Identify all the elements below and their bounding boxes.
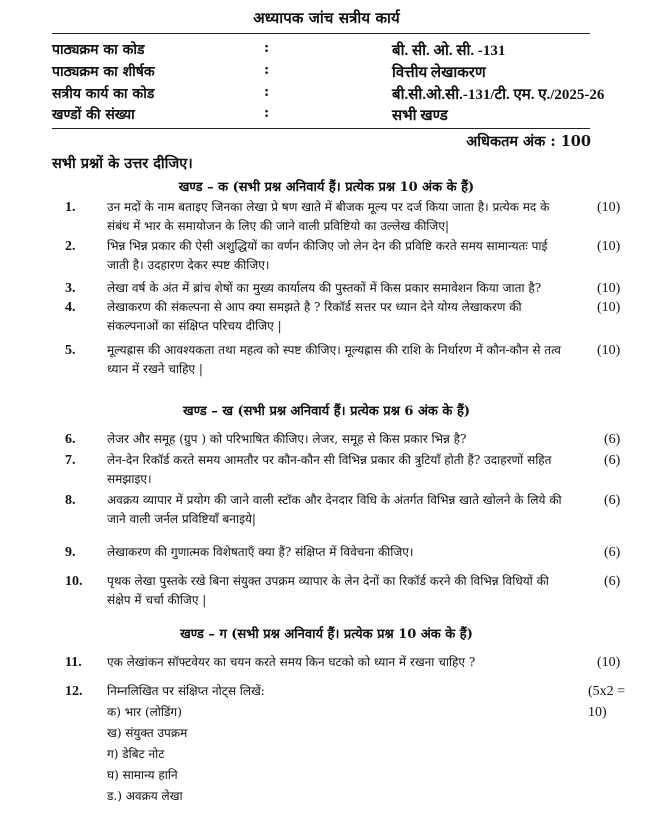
question-number: 2. [65,239,76,254]
question-marks: (6) [604,432,621,447]
question-marks: (10) [597,300,621,315]
meta-label: पाठ्यक्रम का कोड [52,42,145,58]
section-heading-c: खण्ड – ग (सभी प्रश्न अनिवार्य हैं। प्रत्येक प्रश्न 10 अंक के हैं) [180,627,473,642]
question-number: 6. [65,432,76,447]
question-number: 9. [65,545,76,560]
meta-value: वित्तीय लेखाकरण [392,65,486,81]
question-number: 8. [65,493,76,508]
meta-course-title [52,62,612,84]
question-text: पृथक लेखा पुस्तके रखे बिना संयुक्त उपक्रम व्यापार के लेन देनों का रिकॉर्ड करने की विभिन्न विधियों की संक्षेप में चर्चा कीजिए | [107,574,549,607]
question-text: लेन-देन रिकॉर्ड करते समय आमतौर पर कौन-कौन सी विभिन्न प्रकार की त्रुटियाँ होती हैं? उदाहरणों सहित समझाइए। [107,453,552,486]
meta-value: बी.सी.ओ.सी.-131/टी. एम. ए./2025-26 [392,87,605,103]
question-number: 4. [65,300,76,315]
question-marks: (10) [597,343,621,358]
meta-value: बी. सी. ओ. सी. -131 [392,43,506,59]
question-number: 11. [65,655,82,670]
question-number: 7. [65,453,76,468]
question-marks: (10) [597,655,621,670]
question-number: 3. [65,281,76,296]
question-marks: (6) [604,493,621,508]
question-text: लेखा वर्ष के अंत में ब्रांच शेषों का मुख्य कार्यालय की पुस्तकों में किस प्रकार समावेशन किया जाता है? [107,281,542,295]
subitem-c: ग) डेबिट नोट [107,747,165,761]
meta-value: सभी खण्ड [392,108,448,124]
question-number: 5. [65,343,76,358]
question-marks-line2: 10) [588,705,607,720]
meta-label: खण्डों की संख्या [52,107,135,123]
subitem-e: ड.) अवक्रय लेखा [107,789,183,803]
question-marks: (6) [604,545,621,560]
question-text: अवक्रय व्यापार में प्रयोग की जाने वाली स्टॉक और देनदार विधि के अंतर्गत विभिन्न खाते खोलने के लिये की जाने वाली जर्नल प्रविष्टियाँ बनाइये| [107,493,562,526]
document-title: अध्यापक जांच सत्रीय कार्य [253,9,400,27]
divider-top [52,33,590,34]
subitem-b: ख) संयुक्त उपक्रम [107,726,188,740]
question-text: एक लेखांकन सॉफ्टवेयर का चयन करते समय किन घटको को ध्यान में रखना चाहिए ? [107,655,476,669]
section-heading-a: खण्ड – क (सभी प्रश्न अनिवार्य हैं। प्रत्येक प्रश्न 10 अंक के हैं) [178,180,475,195]
question-text: मूल्यह्रास की आवश्यकता तथा महत्व को स्पष्ट कीजिए। मूल्यह्रास की राशि के निर्धारण में कौन-कौन से तत्व ध्यान में रखने चाहिए | [107,343,561,376]
question-text: उन मदों के नाम बताइए जिनका लेखा प्रे षण खाते में बीजक मूल्य पर दर्ज किया जाता है। प्रत्येक मद के संबंध में भार के समायोजन के लिए की जाने वाली प्रविष्टियो का उल्लेख कीजिए| [107,200,550,233]
max-marks: अधिकतम अंक : 100 [466,133,591,150]
question-marks-line1: (5x2 = [588,684,626,699]
section-heading-b: खण्ड – ख (सभी प्रश्न अनिवार्य हैं। प्रत्येक प्रश्न 6 अंक के हैं) [183,404,470,419]
meta-blocks-count [52,105,612,127]
subitem-d: घ) सामान्य हानि [107,768,178,782]
subitem-a: क) भार (लोडिंग) [107,705,182,719]
meta-assignment-code [52,84,612,106]
divider-bottom [52,128,590,129]
question-marks: (6) [604,574,621,589]
meta-separator: : [264,84,270,100]
meta-label: सत्रीय कार्य का कोड [52,86,155,102]
meta-label: पाठ्यक्रम का शीर्षक [52,64,155,80]
question-text: लेखाकरण की संकल्पना से आप क्या समझते है ? रिकॉर्ड सत्तर पर ध्यान देने योग्य लेखाकरण की संकल्पनाओं का संक्षिप्त परिचय दीजिए | [107,300,522,333]
meta-separator: : [264,40,270,56]
question-marks: (10) [597,200,621,215]
meta-course-code [52,40,612,62]
instruction: सभी प्रश्नों के उत्तर दीजिए। [52,155,193,172]
question-text: निम्नलिखित पर संक्षिप्त नोट्स लिखें: [107,684,265,698]
question-marks: (10) [597,239,621,254]
question-text: लेजर और समूह (ग्रुप ) को परिभाषित कीजिए। लेजर, समूह से किस प्रकार भिन्न है? [107,432,467,446]
question-marks: (6) [604,453,621,468]
question-number: 12. [65,684,83,699]
meta-separator: : [264,105,270,121]
question-text: लेखाकरण की गुणात्मक विशेषताएँ क्या हैं? संक्षिप्त में विवेचना कीजिए। [107,545,414,559]
question-number: 1. [65,200,76,215]
meta-separator: : [264,62,270,78]
question-text: भिन्न भिन्न प्रकार की ऐसी अशुद्धियों का वर्णन कीजिए जो लेन देन की प्रविष्टि करते समय सामान्यतः पाई जाती है। उदहारण देकर स्पष्ट कीजिए। [107,239,548,272]
question-marks: (10) [597,281,621,296]
question-number: 10. [65,574,83,589]
